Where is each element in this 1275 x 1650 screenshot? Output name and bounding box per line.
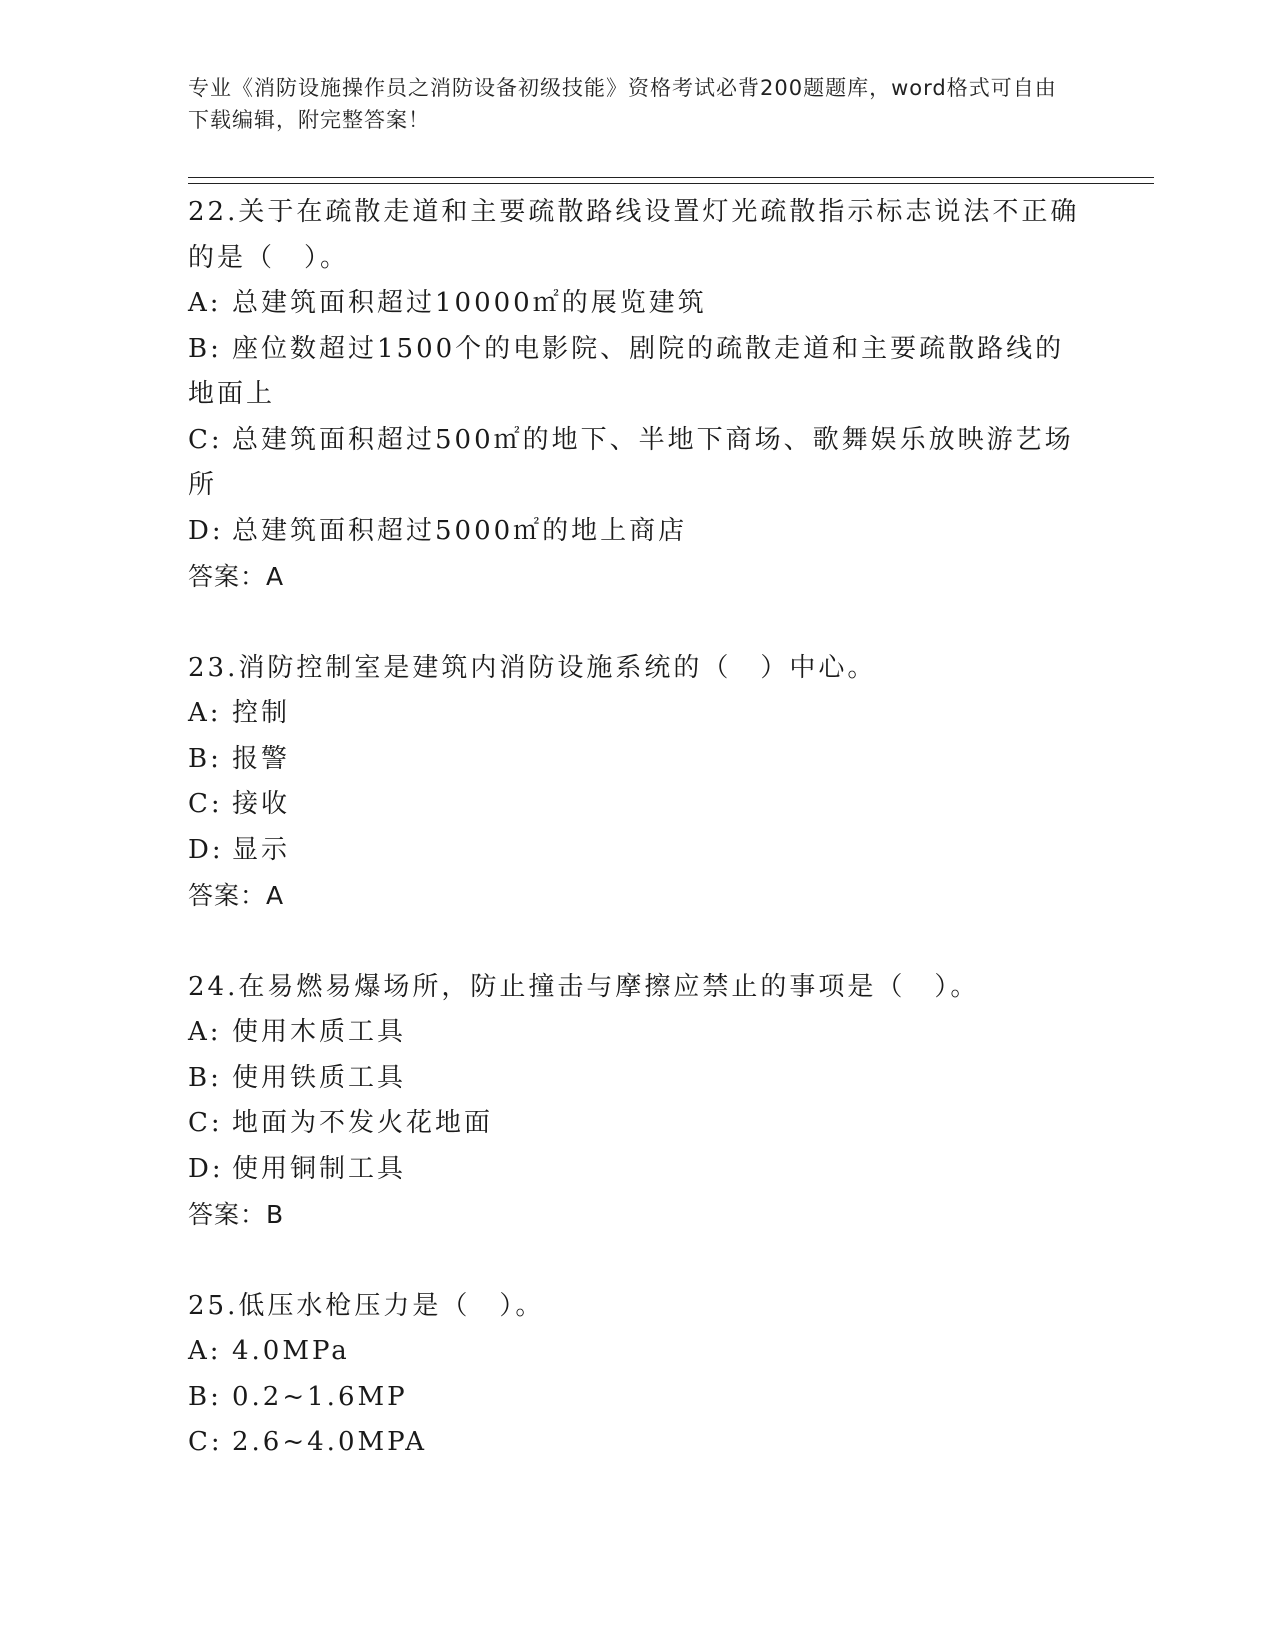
option-text: 总建筑面积超过500㎡的地下、半地下商场、歌舞娱乐放映游艺场 xyxy=(232,424,1074,455)
option-label: A: xyxy=(188,288,222,318)
option-d xyxy=(188,1147,1088,1193)
option-label: A: xyxy=(188,698,222,728)
option-text: 显示 xyxy=(232,834,291,865)
question-list xyxy=(188,190,1088,1512)
question-23 xyxy=(188,646,1088,919)
question-stem: 24.在易燃易爆场所，防止撞击与摩擦应禁止的事项是（ ）。 xyxy=(188,971,980,1002)
document-header: 专业《消防设施操作员之消防设备初级技能》资格考试必背200题题库，word格式可自由下载编辑，附完整答案！ xyxy=(188,76,1057,132)
option-text: 总建筑面积超过5000㎡的地上商店 xyxy=(232,515,688,546)
option-text: 控制 xyxy=(232,698,291,728)
answer: 答案：A xyxy=(188,881,285,910)
option-b xyxy=(188,327,1088,373)
option-text: 2.6~4.0MPA xyxy=(232,1427,427,1457)
option-a xyxy=(188,1010,1088,1056)
option-label: A: xyxy=(188,1017,222,1047)
question-22 xyxy=(188,190,1088,600)
option-c xyxy=(188,1101,1088,1147)
option-label: C: xyxy=(188,789,223,819)
option-b xyxy=(188,1056,1088,1102)
option-text: 报警 xyxy=(232,743,291,774)
option-text: 使用木质工具 xyxy=(232,1017,407,1047)
option-b xyxy=(188,1375,1088,1421)
option-label: B: xyxy=(188,1381,222,1412)
question-stem-continued: 的是（ ）。 xyxy=(188,242,350,273)
option-text: 使用铁质工具 xyxy=(232,1062,407,1093)
option-c xyxy=(188,418,1088,464)
option-label: B: xyxy=(188,743,222,774)
header-rule-top xyxy=(188,177,1154,178)
option-c-continued xyxy=(188,463,1088,509)
option-text: 座位数超过1500个的电影院、剧院的疏散走道和主要疏散路线的 xyxy=(232,333,1065,364)
question-24 xyxy=(188,965,1088,1238)
option-text: 地面为不发火花地面 xyxy=(232,1108,494,1138)
option-label: D: xyxy=(188,515,224,546)
option-label: B: xyxy=(188,333,222,364)
option-a xyxy=(188,691,1088,737)
option-text: 使用铜制工具 xyxy=(232,1153,407,1184)
option-b xyxy=(188,737,1088,783)
answer: 答案：B xyxy=(188,1200,285,1229)
option-c xyxy=(188,782,1088,828)
answer: 答案：A xyxy=(188,562,285,591)
option-text: 总建筑面积超过10000㎡的展览建筑 xyxy=(232,288,707,318)
question-stem: 25.低压水枪压力是（ ）。 xyxy=(188,1290,545,1321)
option-label: C: xyxy=(188,424,223,455)
option-text: 接收 xyxy=(232,789,291,819)
option-d xyxy=(188,828,1088,874)
option-text: 4.0MPa xyxy=(232,1336,350,1366)
option-label: D: xyxy=(188,834,224,865)
option-label: D: xyxy=(188,1153,224,1184)
option-text: 0.2~1.6MP xyxy=(232,1381,408,1412)
question-stem: 22.关于在疏散走道和主要疏散路线设置灯光疏散指示标志说法不正确 xyxy=(188,197,1080,227)
option-a xyxy=(188,1329,1088,1375)
option-text: 地面上 xyxy=(188,379,276,409)
header-rule-bottom xyxy=(188,183,1154,184)
option-label: A: xyxy=(188,1336,222,1366)
option-a xyxy=(188,281,1088,327)
option-c xyxy=(188,1420,1088,1466)
option-text: 所 xyxy=(188,470,218,500)
question-25 xyxy=(188,1284,1088,1466)
option-d xyxy=(188,509,1088,555)
option-b-continued xyxy=(188,372,1088,418)
question-stem: 23.消防控制室是建筑内消防设施系统的（ ）中心。 xyxy=(188,652,877,683)
option-label: C: xyxy=(188,1108,223,1138)
option-label: B: xyxy=(188,1062,222,1093)
option-label: C: xyxy=(188,1427,223,1457)
